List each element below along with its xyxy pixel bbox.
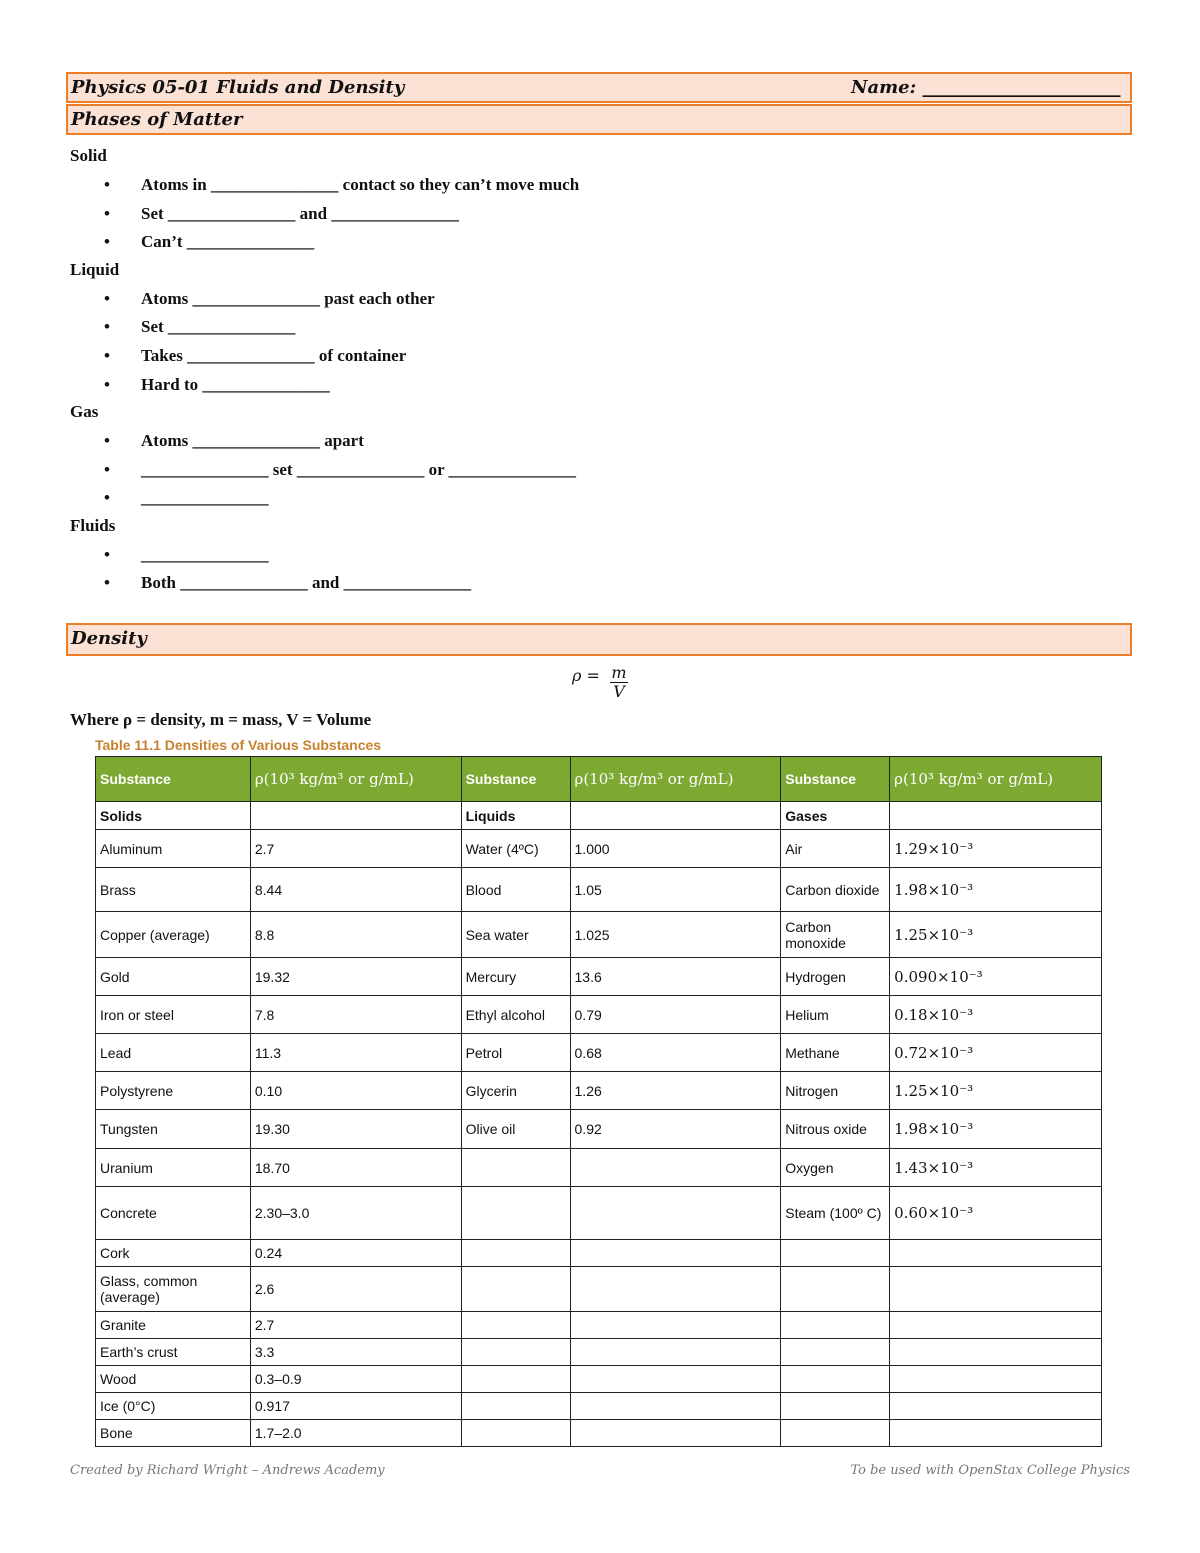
table-row xyxy=(96,1187,1102,1240)
table-row xyxy=(96,1393,1102,1420)
substance-cell: Sea water xyxy=(461,912,570,958)
substance-cell xyxy=(781,1420,890,1447)
section-title-phases: Phases of Matter xyxy=(71,109,243,130)
density-cell xyxy=(890,1366,1102,1393)
substance-cell xyxy=(781,1366,890,1393)
substance-cell xyxy=(461,1312,570,1339)
substance-cell: Glycerin xyxy=(461,1072,570,1110)
table-row xyxy=(96,830,1102,868)
substance-cell xyxy=(461,1393,570,1420)
category-blank-cell xyxy=(890,802,1102,830)
table-row xyxy=(96,1420,1102,1447)
density-cell: 19.30 xyxy=(250,1110,461,1149)
density-cell: 2.30–3.0 xyxy=(250,1187,461,1240)
density-cell xyxy=(570,1339,781,1366)
title-bar xyxy=(66,72,1132,103)
density-cell xyxy=(570,1366,781,1393)
density-cell: 1.98×10⁻³ xyxy=(890,868,1102,912)
density-cell xyxy=(890,1312,1102,1339)
density-cell: 0.92 xyxy=(570,1110,781,1149)
density-cell xyxy=(570,1187,781,1240)
substance-cell xyxy=(781,1393,890,1420)
density-cell: 0.79 xyxy=(570,996,781,1034)
density-cell: 0.3–0.9 xyxy=(250,1366,461,1393)
category-cell: Solids xyxy=(96,802,251,830)
substance-cell: Bone xyxy=(96,1420,251,1447)
substance-cell: Wood xyxy=(96,1366,251,1393)
substance-cell: Gold xyxy=(96,958,251,996)
density-cell xyxy=(890,1240,1102,1267)
density-cell: 1.05 xyxy=(570,868,781,912)
substance-cell: Granite xyxy=(96,1312,251,1339)
table-row xyxy=(96,912,1102,958)
substance-cell: Blood xyxy=(461,868,570,912)
substance-cell: Olive oil xyxy=(461,1110,570,1149)
table-header-row xyxy=(96,757,1102,802)
category-cell: Liquids xyxy=(461,802,570,830)
heading-fluids: Fluids xyxy=(70,516,116,535)
substance-cell: Ethyl alcohol xyxy=(461,996,570,1034)
worksheet-title: Physics 05-01 Fluids and Density xyxy=(71,77,405,98)
table-row xyxy=(96,1149,1102,1187)
substance-cell: Petrol xyxy=(461,1034,570,1072)
density-cell: 1.29×10⁻³ xyxy=(890,830,1102,868)
substance-cell xyxy=(781,1240,890,1267)
density-cell: 8.8 xyxy=(250,912,461,958)
col-header-substance: Substance xyxy=(96,757,251,802)
density-cell xyxy=(570,1393,781,1420)
density-cell: 0.917 xyxy=(250,1393,461,1420)
substance-cell: Methane xyxy=(781,1034,890,1072)
substance-cell: Mercury xyxy=(461,958,570,996)
density-cell xyxy=(570,1240,781,1267)
substance-cell: Carbon monoxide xyxy=(781,912,890,958)
density-cell: 2.6 xyxy=(250,1267,461,1312)
density-cell: 1.26 xyxy=(570,1072,781,1110)
table-row xyxy=(96,1072,1102,1110)
density-cell xyxy=(570,1312,781,1339)
table-row xyxy=(96,1267,1102,1312)
substance-cell: Hydrogen xyxy=(781,958,890,996)
density-cell: 1.7–2.0 xyxy=(250,1420,461,1447)
formula-legend: Where ρ = density, m = mass, V = Volume xyxy=(70,710,372,729)
substance-cell: Helium xyxy=(781,996,890,1034)
density-cell xyxy=(890,1339,1102,1366)
substance-cell: Nitrous oxide xyxy=(781,1110,890,1149)
col-header-density: ρ(10³ kg/m³ or g/mL) xyxy=(250,757,461,802)
table-caption: Table 11.1 Densities of Various Substances xyxy=(95,737,382,753)
table-row xyxy=(96,1110,1102,1149)
density-cell: 1.43×10⁻³ xyxy=(890,1149,1102,1187)
density-cell xyxy=(570,1420,781,1447)
heading-gas: Gas xyxy=(70,402,99,421)
category-row xyxy=(96,802,1102,830)
col-header-substance: Substance xyxy=(781,757,890,802)
col-header-density: ρ(10³ kg/m³ or g/mL) xyxy=(570,757,781,802)
table-row xyxy=(96,1366,1102,1393)
table-row xyxy=(96,1034,1102,1072)
density-cell: 19.32 xyxy=(250,958,461,996)
formula-denominator: V xyxy=(613,682,625,701)
substance-cell: Oxygen xyxy=(781,1149,890,1187)
substance-cell xyxy=(781,1267,890,1312)
category-blank-cell xyxy=(570,802,781,830)
substance-cell: Carbon dioxide xyxy=(781,868,890,912)
substance-cell: Cork xyxy=(96,1240,251,1267)
substance-cell xyxy=(461,1240,570,1267)
category-cell: Gases xyxy=(781,802,890,830)
density-cell: 8.44 xyxy=(250,868,461,912)
density-cell xyxy=(570,1149,781,1187)
substance-cell: Tungsten xyxy=(96,1110,251,1149)
substance-cell: Water (4ºC) xyxy=(461,830,570,868)
density-cell: 2.7 xyxy=(250,1312,461,1339)
heading-liquid: Liquid xyxy=(70,260,120,279)
density-formula-fraction xyxy=(610,664,628,701)
substance-cell: Polystyrene xyxy=(96,1072,251,1110)
density-cell: 1.98×10⁻³ xyxy=(890,1110,1102,1149)
substance-cell: Aluminum xyxy=(96,830,251,868)
substance-cell xyxy=(461,1149,570,1187)
density-table xyxy=(95,756,1102,1447)
density-cell: 0.090×10⁻³ xyxy=(890,958,1102,996)
density-cell xyxy=(570,1267,781,1312)
heading-solid: Solid xyxy=(70,146,107,165)
substance-cell: Air xyxy=(781,830,890,868)
substance-cell: Steam (100º C) xyxy=(781,1187,890,1240)
substance-cell xyxy=(781,1339,890,1366)
substance-cell: Earth’s crust xyxy=(96,1339,251,1366)
substance-cell xyxy=(781,1312,890,1339)
density-cell xyxy=(890,1393,1102,1420)
density-cell: 18.70 xyxy=(250,1149,461,1187)
density-cell: 0.60×10⁻³ xyxy=(890,1187,1102,1240)
substance-cell: Iron or steel xyxy=(96,996,251,1034)
table-row xyxy=(96,1240,1102,1267)
table-row xyxy=(96,958,1102,996)
footer-source: To be used with OpenStax College Physics xyxy=(850,1463,1130,1478)
table-row xyxy=(96,1339,1102,1366)
col-header-density: ρ(10³ kg/m³ or g/mL) xyxy=(890,757,1102,802)
substance-cell: Brass xyxy=(96,868,251,912)
substance-cell xyxy=(461,1366,570,1393)
density-cell: 2.7 xyxy=(250,830,461,868)
density-cell: 13.6 xyxy=(570,958,781,996)
density-cell: 0.10 xyxy=(250,1072,461,1110)
name-field-label: Name: ______________________ xyxy=(851,77,1121,98)
substance-cell: Glass, common (average) xyxy=(96,1267,251,1312)
substance-cell xyxy=(461,1187,570,1240)
substance-cell: Concrete xyxy=(96,1187,251,1240)
substance-cell xyxy=(461,1267,570,1312)
density-cell: 11.3 xyxy=(250,1034,461,1072)
formula-numerator: m xyxy=(611,663,627,682)
substance-cell: Lead xyxy=(96,1034,251,1072)
table-row xyxy=(96,996,1102,1034)
table-row xyxy=(96,1312,1102,1339)
substance-cell: Copper (average) xyxy=(96,912,251,958)
substance-cell: Ice (0°C) xyxy=(96,1393,251,1420)
density-cell: 0.72×10⁻³ xyxy=(890,1034,1102,1072)
substance-cell xyxy=(461,1420,570,1447)
density-cell xyxy=(890,1267,1102,1312)
col-header-substance: Substance xyxy=(461,757,570,802)
table-row xyxy=(96,868,1102,912)
density-cell xyxy=(890,1420,1102,1447)
density-formula-lhs: ρ = xyxy=(572,666,600,685)
density-cell: 0.68 xyxy=(570,1034,781,1072)
density-cell: 1.25×10⁻³ xyxy=(890,912,1102,958)
category-blank-cell xyxy=(250,802,461,830)
footer-credit: Created by Richard Wright – Andrews Academy xyxy=(70,1463,385,1478)
section-heading-phases xyxy=(66,104,1132,135)
density-cell: 1.25×10⁻³ xyxy=(890,1072,1102,1110)
section-title-density: Density xyxy=(71,628,147,649)
substance-cell xyxy=(461,1339,570,1366)
density-cell: 1.000 xyxy=(570,830,781,868)
substance-cell: Nitrogen xyxy=(781,1072,890,1110)
density-cell: 0.18×10⁻³ xyxy=(890,996,1102,1034)
substance-cell: Uranium xyxy=(96,1149,251,1187)
density-cell: 1.025 xyxy=(570,912,781,958)
section-heading-density xyxy=(66,623,1132,656)
density-cell: 7.8 xyxy=(250,996,461,1034)
density-cell: 3.3 xyxy=(250,1339,461,1366)
density-cell: 0.24 xyxy=(250,1240,461,1267)
